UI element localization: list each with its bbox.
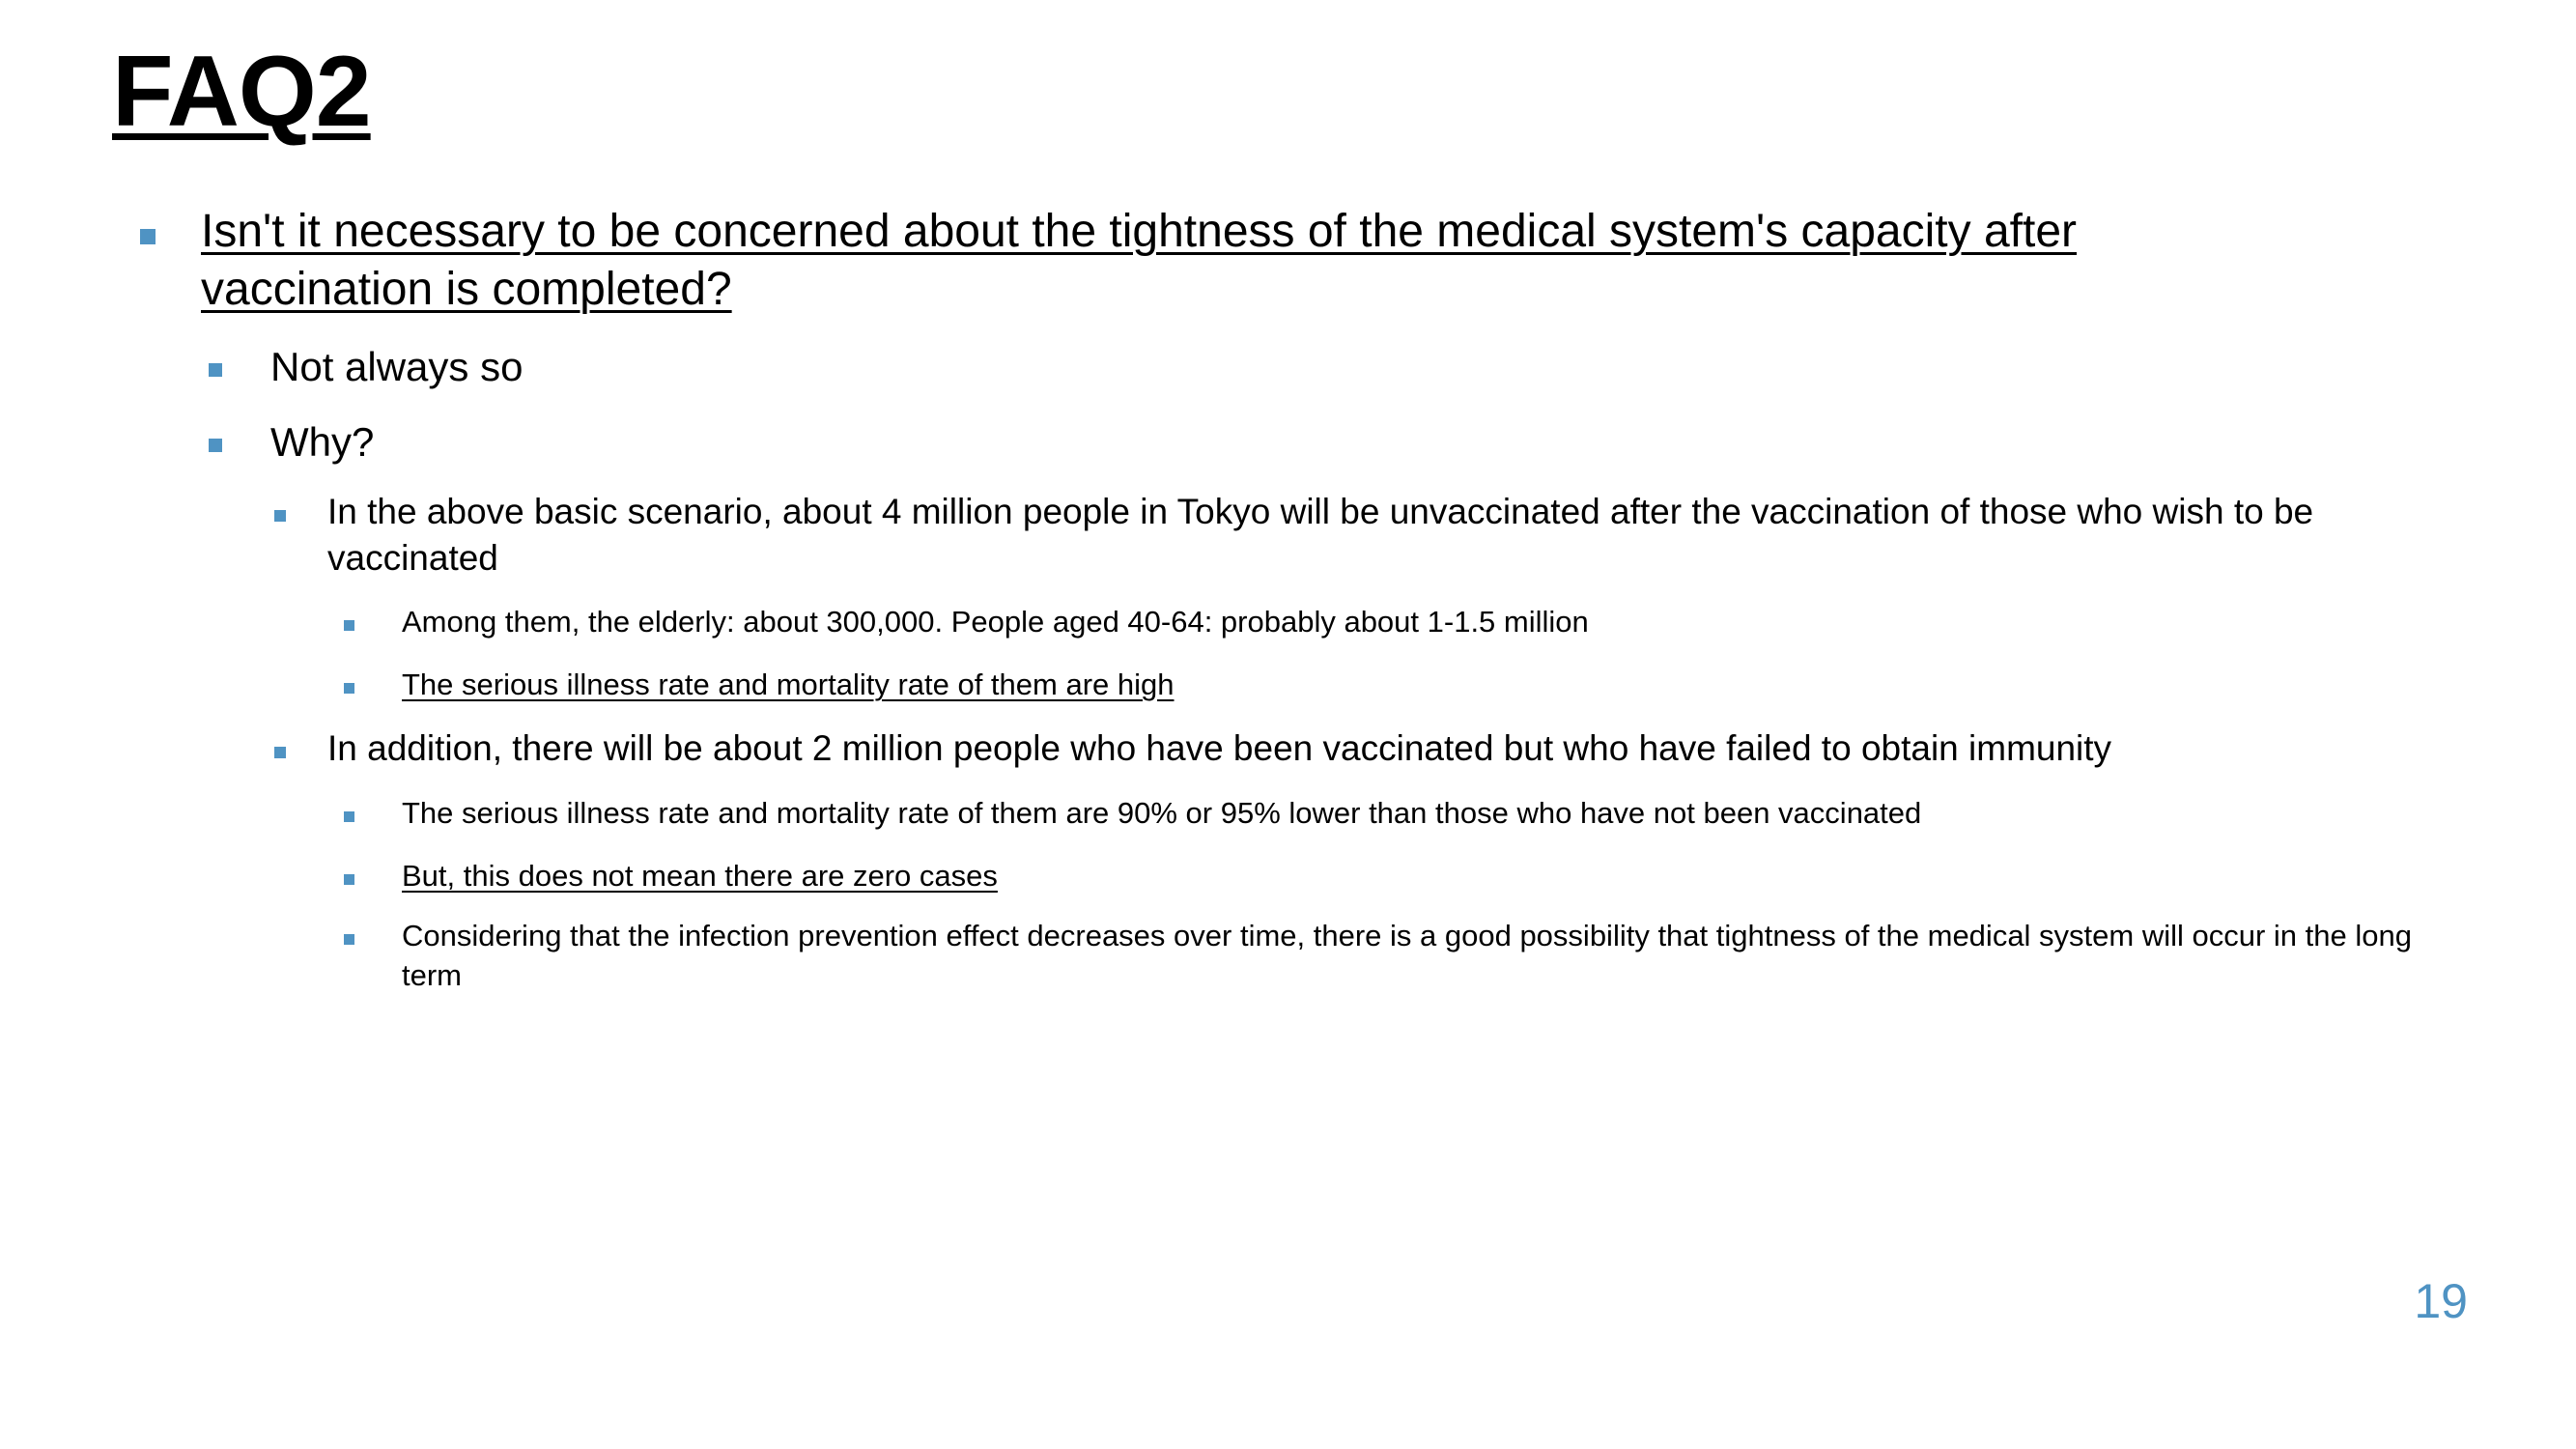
bullet-reason-2 [327,725,2404,772]
square-bullet-icon [344,811,354,822]
bullet-reason-1-sub-2 [402,665,2440,704]
bullet-reason-1-sub-2-text: The serious illness rate and mortality rate of them are high [402,668,1175,701]
bullet-reason-1 [327,489,2404,582]
bullet-why-text: Why? [270,419,375,465]
bullet-question [201,203,2229,319]
bullet-reason-2-sub-1 [402,793,2440,833]
bullet-reason-2-sub-2-text: But, this does not mean there are zero cases [402,859,998,893]
bullet-reason-1-sub-1 [402,602,2440,641]
bullet-question-text: Isn't it necessary to be concerned about the tightness of the medical system's capacity after vaccination is completed? [201,206,2078,315]
square-bullet-icon [274,747,286,758]
square-bullet-icon [140,229,156,244]
bullet-answer [270,340,2299,394]
bullet-reason-1-text: In the above basic scenario, about 4 million people in Tokyo will be unvaccinated after the vaccination of those who wish to be vaccinated [327,492,2314,578]
square-bullet-icon [344,620,354,631]
square-bullet-icon [274,510,286,522]
bullet-list [0,203,2576,995]
square-bullet-icon [344,934,354,945]
bullet-reason-2-sub-2 [402,856,2440,895]
bullet-reason-1-sub-1-text: Among them, the elderly: about 300,000. People aged 40-64: probably about 1-1.5 million [402,605,1589,639]
bullet-reason-2-sub-3 [402,916,2440,995]
bullet-reason-2-sub-3-text: Considering that the infection prevention effect decreases over time, there is a good possibility that tightness of the medical system will occur in the long term [402,919,2412,992]
square-bullet-icon [209,363,222,377]
bullet-reason-2-text: In addition, there will be about 2 million people who have been vaccinated but who have failed to obtain immunity [327,728,2112,768]
square-bullet-icon [209,439,222,452]
square-bullet-icon [344,683,354,694]
square-bullet-icon [344,874,354,885]
bullet-answer-text: Not always so [270,344,524,389]
bullet-reason-2-sub-1-text: The serious illness rate and mortality rate of them are 90% or 95% lower than those who have not been vaccinated [402,796,1922,830]
slide-title: FAQ2 [112,36,371,148]
bullet-why [270,415,2299,469]
page-number: 19 [2414,1274,2468,1328]
